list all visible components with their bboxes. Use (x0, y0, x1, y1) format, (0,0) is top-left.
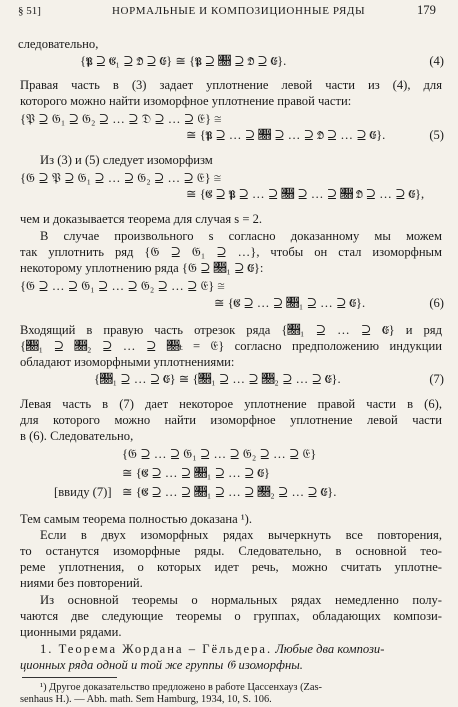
running-title: НОРМАЛЬНЫЕ И КОМПОЗИЦИОННЫЕ РЯДЫ (112, 5, 366, 17)
footnote-line: ¹) Другое доказательство предложено в работе Цассенхауз (Zas- (40, 682, 322, 693)
text-line: реме уплотнения, о которых идет речь, можно считать уплотне- (20, 560, 442, 574)
theorem-heading (40, 642, 384, 656)
text-line: для которого можно найти изоморфное уплотнение левой части (20, 413, 442, 427)
text-line: Левая часть в (7) дает некоторое уплотнение правой части в (6), (20, 397, 442, 411)
text-line: некоторому уплотнению ряда {𝔊 ⊇ 𝔋₁ ⊇ 𝔈}: (20, 261, 264, 275)
theorem-title: 1. Теорема Жордана – Гёльдера. (40, 642, 273, 656)
formula: {𝔓 ⊇ 𝔊₁ ⊇ 𝔇 ⊇ 𝔈} ≅ {𝔓 ⊇ 𝔋 ⊇ 𝔇 ⊇ 𝔈}. (80, 54, 287, 68)
equation-number: (7) (429, 372, 444, 386)
footnote-rule (22, 677, 117, 678)
text-line: ционными рядами. (20, 625, 122, 639)
text-line: ниями без повторений. (20, 576, 143, 590)
page-number: 179 (417, 3, 436, 17)
text-line: Тем самым теорема полностью доказана ¹). (20, 512, 252, 526)
text-line: {𝔋₁ ⊇ 𝔋₂ ⊇ … ⊇ 𝔋ₜ = 𝔈} согласно предположению индукции (20, 339, 442, 353)
theorem-statement-cont: ционных ряда одной и той же группы 𝔊 изоморфны. (20, 658, 303, 672)
formula: {𝔋₁ ⊇ … ⊇ 𝔈} ≅ {𝔋₁ ⊇ … ⊇ 𝔋₂ ⊇ … ⊇ 𝔈}. (94, 372, 341, 386)
formula-annotation: [ввиду (7)] (54, 485, 112, 499)
section-ref: § 51] (18, 5, 41, 17)
formula: ≅ {𝔊 ⊇ 𝔓 ⊇ … ⊇ 𝔋 ⊇ … ⊇ 𝔋 𝔇 ⊇ … ⊇ 𝔈}, (186, 187, 425, 201)
text-line: так уплотнить ряд {𝔊 ⊇ 𝔊₁ ⊇ …}, чтобы он стал изоморфным (20, 245, 442, 259)
text-line: Если в двух изоморфных рядах вычеркнуть все повторения, (40, 528, 442, 542)
equation-number: (6) (429, 296, 444, 310)
text-line: В случае произвольного s согласно доказанному мы можем (40, 229, 442, 243)
text-line: чаются две следующие теоремы о группах, обладающих компози- (20, 609, 442, 623)
text-line: следовательно, (18, 37, 99, 51)
formula: ≅ {𝔊 ⊇ … ⊇ 𝔋₁ ⊇ … ⊇ 𝔈}. (214, 296, 366, 310)
text-line: которого можно найти изоморфное уплотнение правой части: (20, 94, 352, 108)
formula: {𝔊 ⊇ … ⊇ 𝔊₁ ⊇ … ⊇ 𝔊₂ ⊇ … ⊇ 𝔈} (122, 447, 317, 461)
text-line: чем и доказывается теорема для случая s = 2. (20, 212, 263, 226)
text-line: Правая часть в (3) задает уплотнение левой части из (4), для (20, 78, 442, 92)
footnote-line: senhaus H.). — Abh. math. Sem Hamburg, 1934, 10, S. 106. (20, 694, 272, 705)
formula: {𝔊 ⊇ … ⊇ 𝔊₁ ⊇ … ⊇ 𝔊₂ ⊇ … ⊇ 𝔈} ≅ (20, 279, 225, 293)
text-line: Из основной теоремы о нормальных рядах немедленно полу- (40, 593, 442, 607)
theorem-statement: Любые два компози- (275, 642, 385, 656)
text-line: Из (3) и (5) следует изоморфизм (40, 153, 213, 167)
text-line: то останутся изоморфные ряды. Следовательно, в основной тео- (20, 544, 442, 558)
formula: ≅ {𝔊 ⊇ … ⊇ 𝔋₁ ⊇ … ⊇ 𝔋₂ ⊇ … ⊇ 𝔈}. (122, 485, 337, 499)
text-line: Входящий в правую часть отрезок ряда {𝔋₁ ⊇ … ⊇ 𝔈} и ряд (20, 323, 442, 337)
equation-number: (4) (429, 54, 444, 68)
text-line: обладают изоморфными уплотнениями: (20, 355, 235, 369)
formula: ≅ {𝔓 ⊇ … ⊇ 𝔋 ⊇ … ⊇ 𝔇 ⊇ … ⊇ 𝔈}. (186, 128, 386, 142)
equation-number: (5) (429, 128, 444, 142)
formula: {𝔓 ⊇ 𝔊₁ ⊇ 𝔊₂ ⊇ … ⊇ 𝔇 ⊇ … ⊇ 𝔈} ≅ (20, 112, 222, 126)
text-line: в (6). Следовательно, (20, 429, 134, 443)
formula: {𝔊 ⊇ 𝔓 ⊇ 𝔊₁ ⊇ … ⊇ 𝔊₂ ⊇ … ⊇ 𝔈} ≅ (20, 171, 221, 185)
formula: ≅ {𝔊 ⊇ … ⊇ 𝔋₁ ⊇ … ⊇ 𝔈} (122, 466, 270, 480)
